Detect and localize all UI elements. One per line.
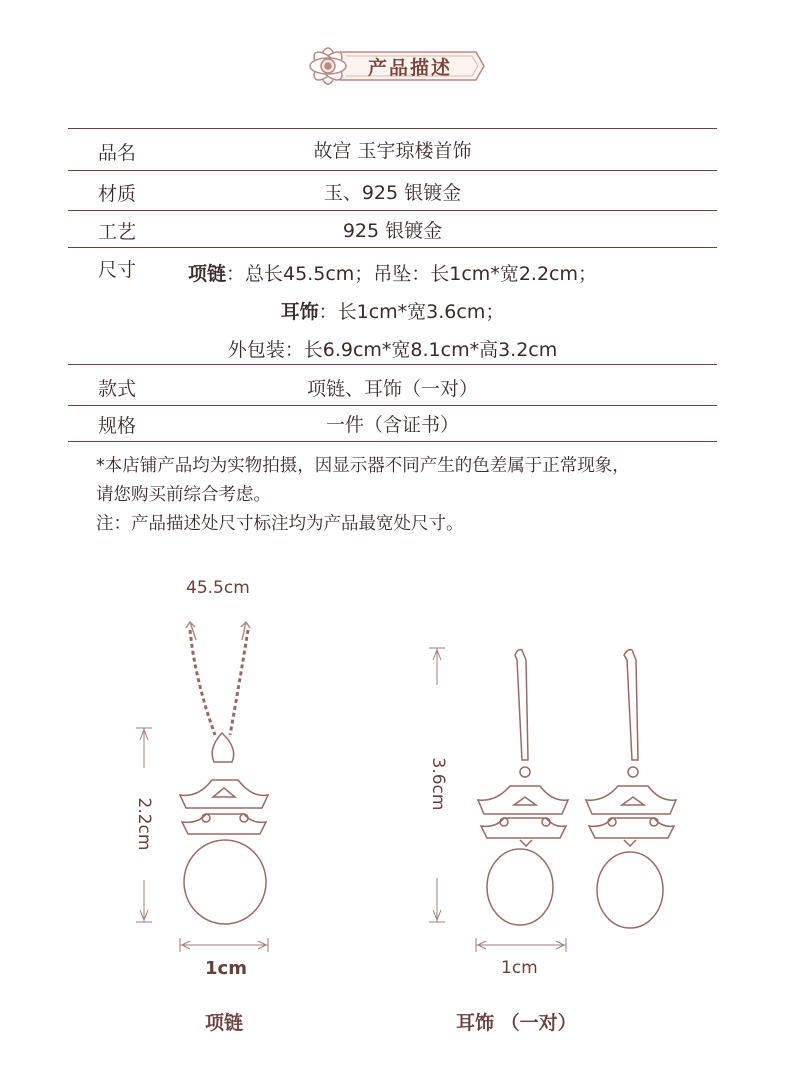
row-value: 玉、925 银镀金 (323, 182, 462, 204)
size-line-earrings: 耳饰：长1cm*宽3.6cm； (280, 301, 505, 323)
earrings-caption: 耳饰 （一对） (456, 1012, 577, 1034)
necklace-width-label: 1cm (205, 958, 247, 979)
section-title: 产品描述 (368, 57, 453, 79)
note-line: 注：产品描述处尺寸标注均为产品最宽处尺寸。 (96, 514, 464, 534)
row-label: 规格 (98, 415, 137, 437)
size-line-package: 外包装：长6.9cm*宽8.1cm*高3.2cm (227, 339, 558, 361)
earring-width-label: 1cm (501, 958, 538, 978)
note-line: 请您购买前综合考虑。 (96, 485, 271, 505)
earring-left-drawing (478, 650, 568, 925)
size-line-necklace: 项链：总长45.5cm；吊坠：长1cm*宽2.2cm； (188, 263, 597, 285)
row-value: 项链、耳饰（一对） (306, 378, 478, 400)
necklace-height-label: 2.2cm (134, 797, 154, 851)
row-label: 材质 (98, 183, 137, 205)
earring-height-label: 3.6cm (428, 757, 448, 811)
row-label: 工艺 (98, 221, 137, 243)
necklace-drawing (180, 622, 268, 924)
necklace-caption: 项链 (205, 1012, 244, 1034)
note-line: *本店铺产品均为实物拍摄，因显示器不同产生的色差属于正常现象， (96, 456, 630, 476)
row-value: 故宫 玉宇琼楼首饰 (313, 140, 472, 162)
row-label: 款式 (98, 378, 137, 400)
earring-right-drawing (586, 650, 676, 928)
row-label: 尺寸 (98, 259, 137, 281)
chain-length-label: 45.5cm (186, 578, 250, 598)
row-value: 一件（含证书） (325, 414, 459, 436)
row-value: 925 银镀金 (342, 220, 443, 242)
row-label: 品名 (98, 142, 137, 164)
